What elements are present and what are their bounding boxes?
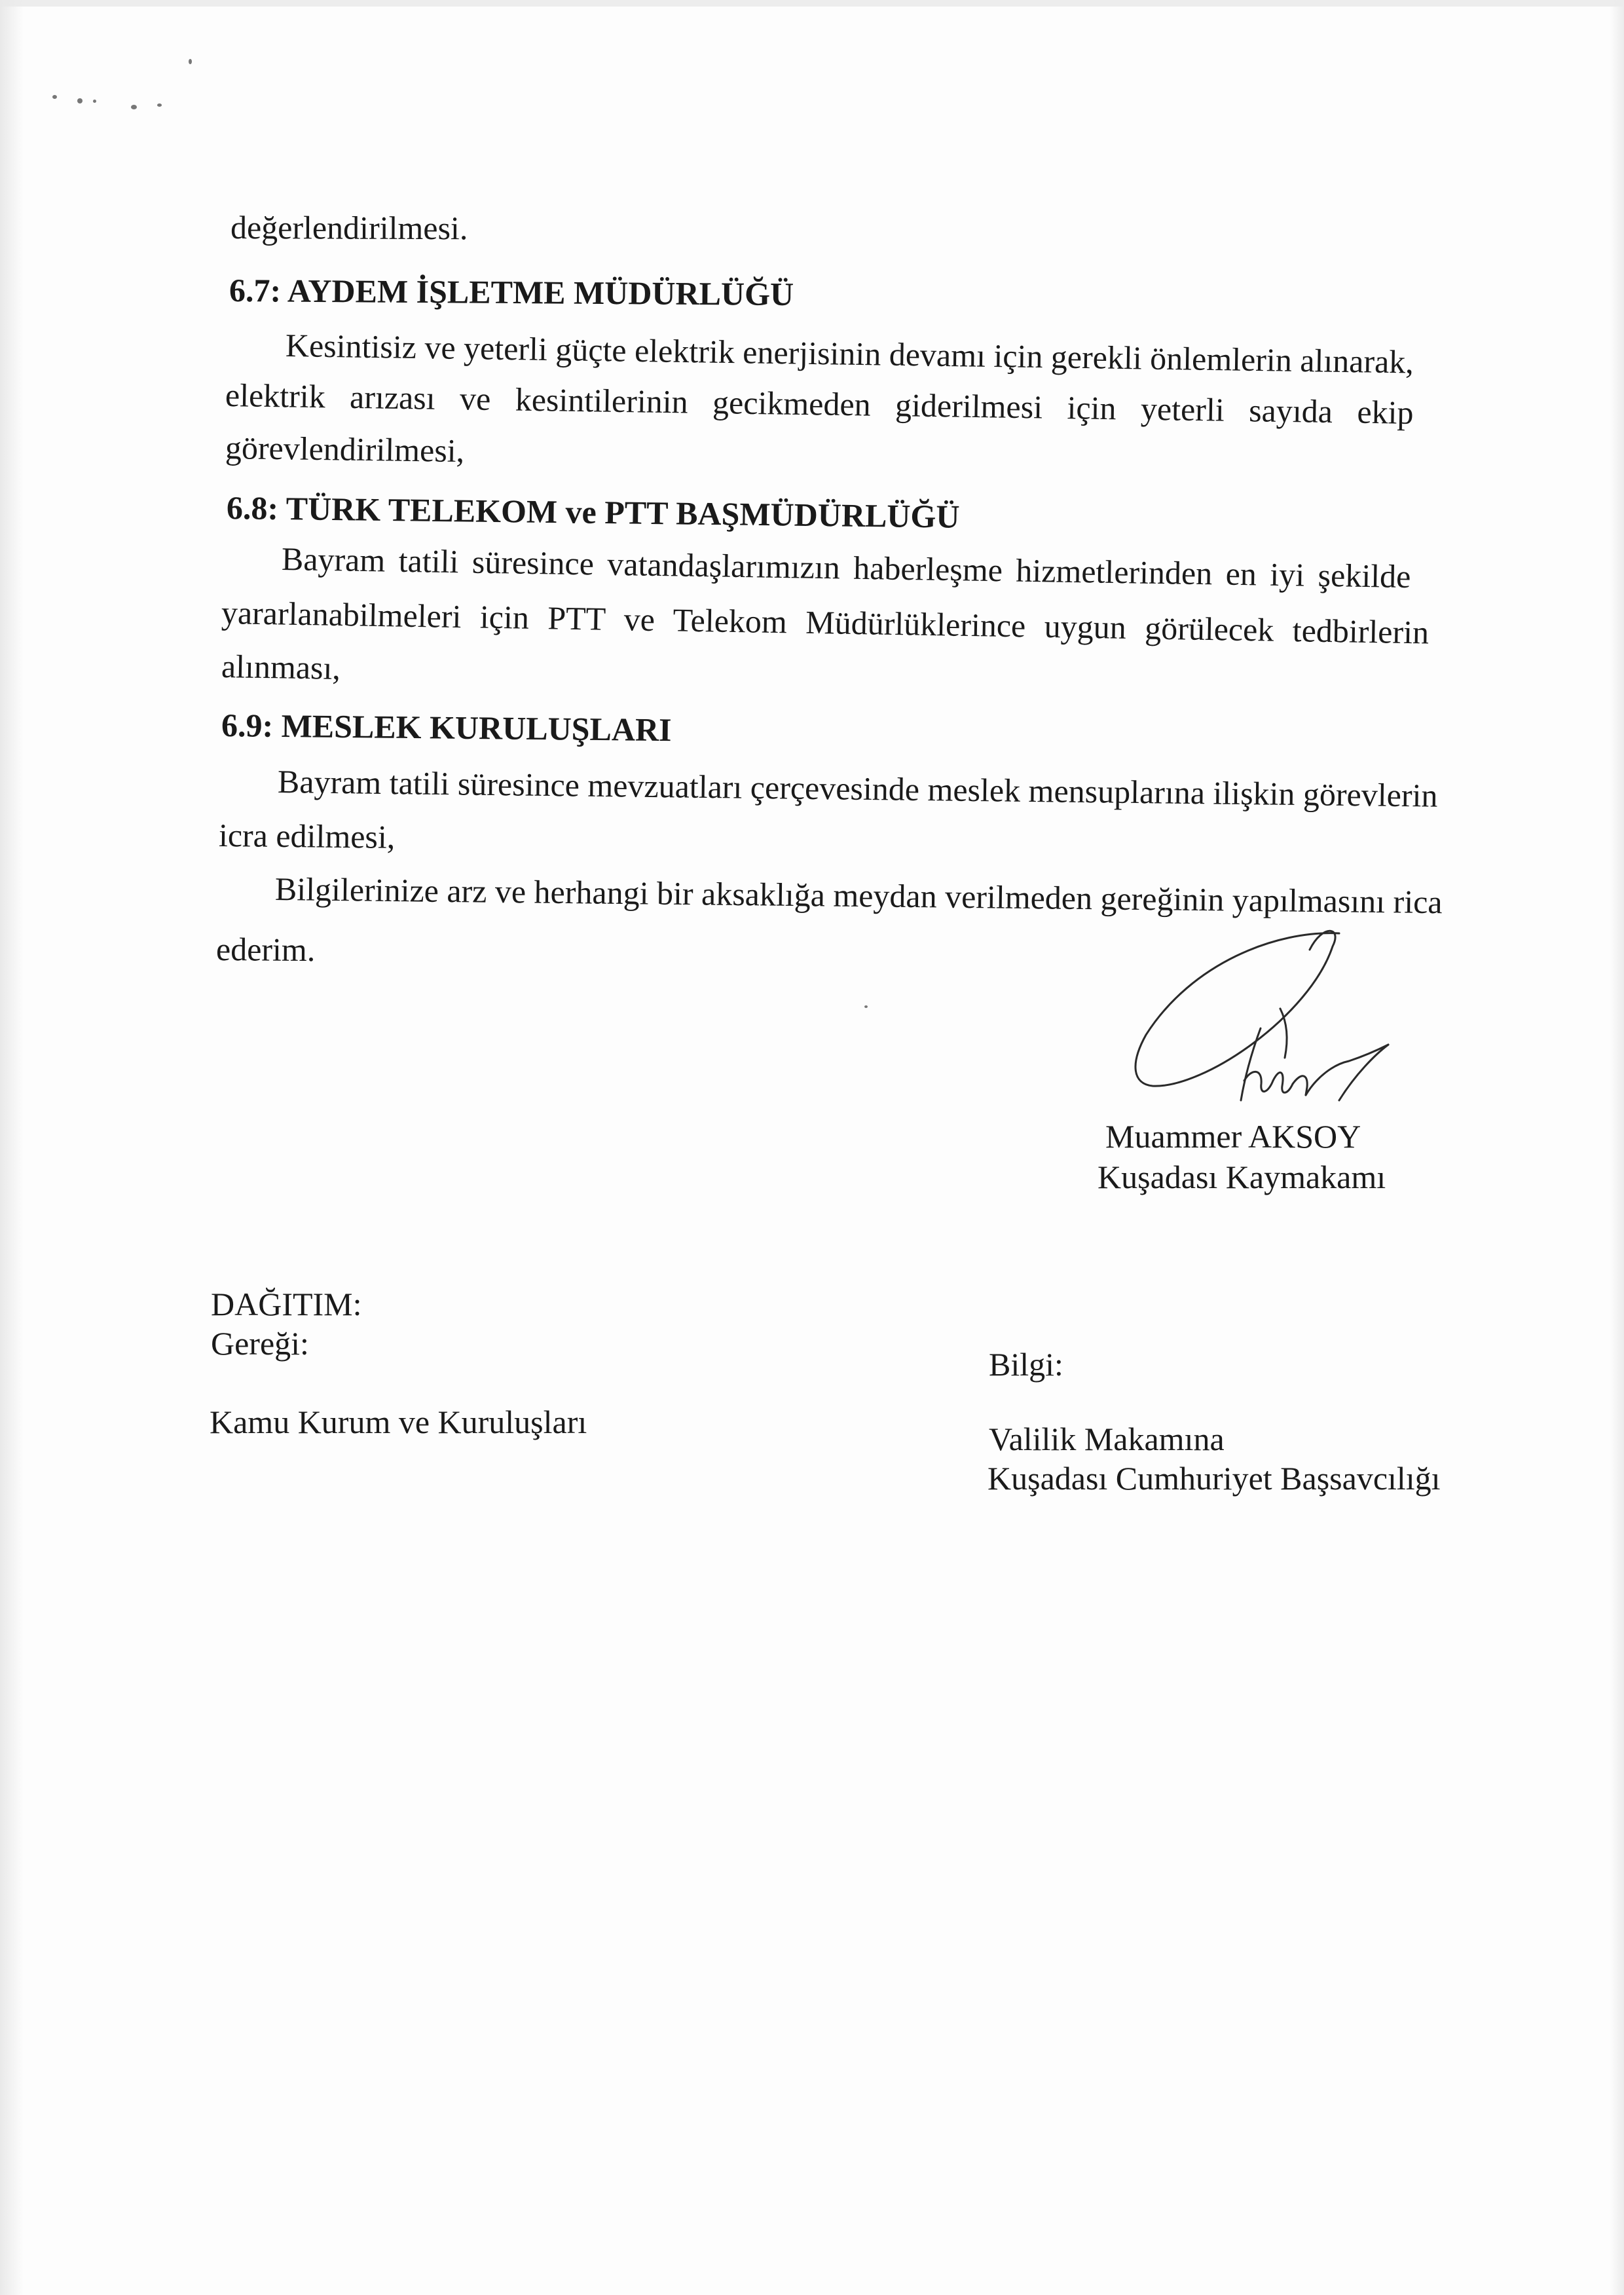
closing-line: ederim. bbox=[215, 931, 316, 969]
scan-speck bbox=[77, 98, 83, 103]
scan-speck bbox=[864, 1005, 868, 1008]
paragraph-line: alınması, bbox=[221, 648, 341, 686]
scan-edge-right bbox=[1610, 0, 1624, 2295]
scan-speck bbox=[131, 105, 137, 109]
paragraph-line: yararlanabilmeleri için PTT ve Telekom Müdürlüklerince uygun görülecek tedbirlerin bbox=[221, 594, 1430, 651]
paragraph-line: Bayram tatili süresince vatandaşlarımızın haberleşme hizmetlerinden en iyi şekilde bbox=[281, 540, 1411, 595]
scan-edge-top bbox=[0, 0, 1624, 7]
distribution-heading: DAĞITIM: bbox=[211, 1286, 362, 1322]
paragraph-line: görevlendirilmesi, bbox=[225, 429, 465, 470]
signature-mark bbox=[1113, 924, 1454, 1146]
paragraph-line: Bayram tatili süresince mevzuatları çerçevesinde meslek mensuplarına ilişkin görevlerin bbox=[277, 763, 1438, 814]
intro-tail: değerlendirilmesi. bbox=[230, 209, 468, 247]
paragraph-line: icra edilmesi, bbox=[218, 817, 396, 855]
distribution-action-label: Gereği: bbox=[211, 1325, 309, 1362]
section-heading-telekom: 6.8: TÜRK TELEKOM ve PTT BAŞMÜDÜRLÜĞÜ bbox=[226, 489, 960, 535]
paragraph-line: elektrik arızası ve kesintilerinin gecikmeden giderilmesi için yeterli sayıda ekip bbox=[225, 377, 1414, 431]
signatory-name: Muammer AKSOY bbox=[1105, 1118, 1361, 1155]
scan-edge-left bbox=[0, 0, 24, 2295]
scan-speck bbox=[157, 103, 162, 107]
distribution-info-item: Kuşadası Cumhuriyet Başsavcılığı bbox=[987, 1460, 1441, 1497]
scan-speck bbox=[52, 95, 57, 99]
signatory-title: Kuşadası Kaymakamı bbox=[1098, 1159, 1386, 1195]
scan-speck bbox=[189, 59, 192, 64]
distribution-info-item: Valilik Makamına bbox=[989, 1421, 1225, 1457]
distribution-action-item: Kamu Kurum ve Kuruluşları bbox=[210, 1404, 587, 1440]
paragraph-line: Kesintisiz ve yeterli güçte elektrik enerjisinin devamı için gerekli önlemlerin alınarak, bbox=[285, 327, 1414, 381]
section-heading-meslek: 6.9: MESLEK KURULUŞLARI bbox=[221, 707, 672, 749]
closing-line: Bilgilerinize arz ve herhangi bir aksaklığa meydan verilmeden gereğinin yapılmasını rica bbox=[274, 870, 1443, 921]
distribution-info-label: Bilgi: bbox=[989, 1346, 1063, 1383]
section-heading-aydem: 6.7: AYDEM İŞLETME MÜDÜRLÜĞÜ bbox=[229, 272, 794, 313]
scan-speck bbox=[93, 100, 96, 103]
